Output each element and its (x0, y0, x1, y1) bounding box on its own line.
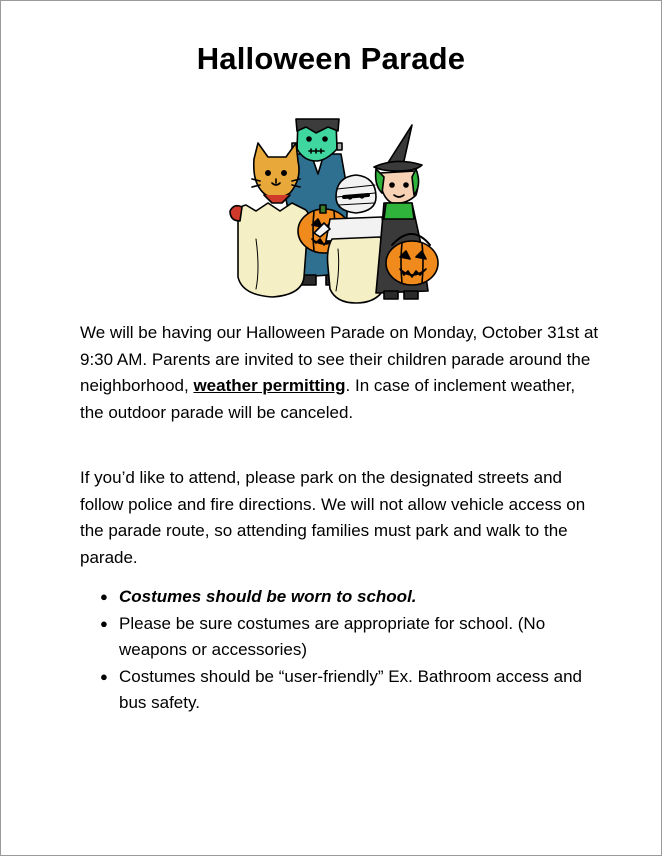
list-item-text: Costumes should be “user-friendly” Ex. Bathroom access and bus safety. (119, 666, 582, 712)
bullet-icon: ● (100, 615, 108, 631)
weather-permitting-emphasis: weather permitting (193, 376, 346, 395)
costume-guidelines-list (93, 584, 593, 717)
halloween-kids-illustration (216, 99, 446, 309)
cat-costume-figure (230, 143, 309, 297)
list-item-text: Please be sure costumes are appropriate for school. (No weapons or accessories) (119, 613, 546, 659)
list-item (93, 584, 593, 611)
list-item (93, 664, 593, 717)
paragraph-parking-info (80, 465, 600, 571)
list-item-text: Costumes should be worn to school. (119, 587, 417, 606)
list-item (93, 611, 593, 664)
paragraph-parade-details (80, 320, 600, 426)
bullet-icon: ● (100, 668, 108, 684)
bullet-icon: ● (100, 589, 108, 604)
paragraph-text: If you’d like to attend, please park on the designated streets and follow police and fire directions. We will not allow vehicle access on the parade route, so attending families must park and walk to the parade. (80, 468, 586, 567)
page-title: Halloween Parade (196, 41, 466, 76)
paragraph-text-end: . In case of inclement weather, the outdoor parade will be canceled. (80, 376, 576, 422)
paragraph-text: We will be having our Halloween Parade on Monday, October 31st at 9:30 AM. Parents are invited to see their children parade around the neighborhood, (80, 323, 599, 395)
